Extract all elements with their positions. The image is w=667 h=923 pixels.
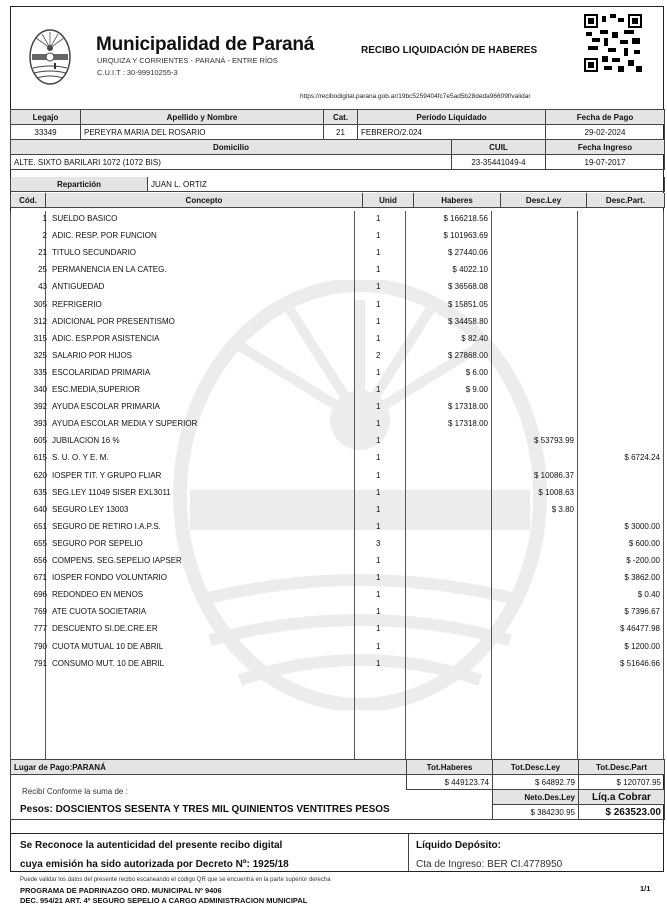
item-concept: REFRIGERIO	[52, 299, 102, 309]
item-code: 1	[42, 214, 47, 223]
item-row	[10, 639, 664, 656]
item-row	[10, 485, 664, 502]
item-row	[10, 433, 664, 450]
item-units: 1	[376, 521, 381, 531]
cuenta-ingreso: Cta de Ingreso: BER CI.4778950	[416, 859, 563, 870]
item-code: 605	[33, 436, 47, 446]
item-code: 777	[33, 624, 47, 634]
item-code: 335	[33, 367, 47, 377]
item-concept: ADIC. ESP.POR ASISTENCIA	[52, 333, 160, 343]
fecha-pago-header: Fecha de Pago	[546, 110, 665, 125]
item-concept: SEGURO POR SEPELIO	[52, 538, 143, 548]
qr-validation-note: Puede validar los datos del presente recibo escaneando el código QR que se encuentra en la parte superior derecha	[20, 877, 331, 883]
item-desc-ley: $ 53793.99	[533, 436, 574, 446]
item-code: 671	[33, 573, 47, 583]
item-units: 1	[376, 573, 381, 583]
item-row	[10, 365, 664, 382]
item-row	[10, 570, 664, 587]
item-units: 1	[376, 316, 381, 326]
item-concept: ANTIGUEDAD	[52, 282, 105, 292]
item-concept: AYUDA ESCOLAR PRIMARIA	[52, 402, 160, 412]
item-desc-part: $ 46477.98	[619, 624, 660, 634]
item-units: 1	[376, 282, 381, 292]
item-desc-ley: $ 3.80	[551, 504, 574, 514]
item-units: 3	[376, 538, 381, 548]
item-haberes: $ 36568.08	[447, 282, 488, 292]
nombre-value: PEREYRA MARIA DEL ROSARIO	[81, 125, 324, 140]
item-code: 25	[38, 265, 47, 275]
item-desc-part: $ 6724.24	[624, 453, 660, 463]
item-code: 640	[33, 504, 47, 514]
item-code: 615	[33, 453, 47, 463]
decreto-seguro-sepelio: DEC. 954/21 ART. 4º SEGURO SEPELIO A CARGO ADMINISTRACION MUNICIPAL	[20, 896, 308, 905]
item-desc-ley: $ 10086.37	[533, 470, 574, 480]
org-address: URQUIZA Y CORRIENTES - PARANÁ - ENTRE RÍOS	[97, 56, 278, 65]
item-code: 315	[33, 333, 47, 343]
tot-haberes-value: $ 449123.74	[407, 775, 493, 790]
domicilio-value: ALTE. SIXTO BARILARI 1072 (1072 BIS)	[11, 155, 452, 170]
org-cuit: C.U.I.T : 30-99910255-3	[97, 68, 178, 77]
item-code: 656	[33, 556, 47, 565]
item-concept: REDONDEO EN MENOS	[52, 590, 144, 600]
item-desc-part: $ 600.00	[628, 538, 660, 548]
item-units: 1	[376, 214, 381, 223]
item-row	[10, 502, 664, 519]
liq-cobrar-header: Líq.a Cobrar	[579, 790, 665, 805]
item-units: 1	[376, 641, 381, 651]
item-haberes: $ 27868.00	[447, 350, 488, 360]
validation-url[interactable]: https://recibodigital.parana.gob.ar/19bc5259404fc7e5ad5b28deda96609f/validar	[300, 93, 531, 100]
item-row	[10, 416, 664, 433]
item-concept: TITULO SECUNDARIO	[52, 248, 137, 258]
item-code: 21	[38, 248, 47, 258]
cuil-value: 23-35441049-4	[452, 155, 546, 170]
tot-desc-ley-header: Tot.Desc.Ley	[493, 760, 579, 775]
recibi-conforme: Recibí Conforme la suma de :	[22, 787, 128, 796]
item-row	[10, 331, 664, 348]
lugar-pago: Lugar de Pago:PARANÁ	[11, 760, 407, 775]
item-units: 1	[376, 299, 381, 309]
item-row	[10, 553, 664, 570]
desc-part-header: Desc.Part.	[587, 193, 665, 208]
item-code: 790	[33, 641, 47, 651]
item-concept: ADICIONAL POR PRESENTISMO	[52, 316, 175, 326]
item-concept: DESCUENTO SI.DE.CRE.ER	[52, 624, 158, 634]
item-concept: ESC.MEDIA,SUPERIOR	[52, 385, 141, 394]
authenticity-line-1: Se Reconoce la autenticidad del presente recibo digital	[20, 840, 283, 851]
item-row	[10, 279, 664, 296]
item-code: 696	[33, 590, 47, 600]
item-row	[10, 245, 664, 262]
item-concept: IOSPER FONDO VOLUNTARIO	[52, 573, 167, 583]
item-concept: JUBILACION 16 %	[52, 436, 120, 446]
neto-value: $ 384230.95	[493, 805, 579, 820]
fecha-ingreso-header: Fecha Ingreso	[546, 140, 665, 155]
cat-header: Cat.	[324, 110, 358, 125]
liquido-deposito-label: Líquido Depósito:	[416, 840, 501, 851]
cod-header: Cód.	[11, 193, 46, 208]
org-name: Municipalidad de Paraná	[96, 34, 315, 55]
item-desc-part: $ 0.40	[637, 590, 660, 600]
items-list	[10, 211, 664, 759]
tot-desc-ley-value: $ 64892.79	[493, 775, 579, 790]
desc-ley-header: Desc.Ley	[501, 193, 587, 208]
legajo-value: 33349	[11, 125, 81, 140]
item-units: 1	[376, 436, 381, 446]
fecha-ingreso-value: 19-07-2017	[546, 155, 665, 170]
item-haberes: $ 15851.05	[447, 299, 488, 309]
nombre-header: Apellido y Nombre	[81, 110, 324, 125]
item-code: 305	[33, 299, 47, 309]
item-units: 1	[376, 607, 381, 617]
item-row	[10, 621, 664, 638]
item-haberes: $ 166218.56	[443, 214, 488, 223]
item-haberes: $ 27440.06	[447, 248, 488, 258]
item-concept: SUELDO BASICO	[52, 214, 118, 223]
item-row	[10, 656, 664, 673]
periodo-value: FEBRERO/2.024	[358, 125, 546, 140]
tot-haberes-header: Tot.Haberes	[407, 760, 493, 775]
item-code: 791	[33, 658, 47, 668]
amount-in-words: Pesos: DOSCIENTOS SESENTA Y TRES MIL QUINIENTOS VENTITRES PESOS	[20, 804, 390, 815]
item-concept: PERMANENCIA EN LA CATEG.	[52, 265, 167, 275]
item-haberes: $ 34458.80	[447, 316, 488, 326]
item-code: 340	[33, 385, 47, 394]
item-units: 1	[376, 402, 381, 412]
item-desc-part: $ 3862.00	[624, 573, 660, 583]
item-code: 2	[42, 231, 47, 241]
liq-cobrar-value: $ 263523.00	[579, 805, 665, 820]
item-concept: SALARIO POR HIJOS	[52, 350, 133, 360]
item-haberes: $ 17318.00	[447, 419, 488, 429]
item-row	[10, 399, 664, 416]
concepto-header: Concepto	[46, 193, 363, 208]
item-units: 1	[376, 556, 381, 565]
item-desc-ley: $ 1008.63	[538, 487, 574, 497]
item-units: 1	[376, 624, 381, 634]
item-row	[10, 228, 664, 245]
coat-of-arms-icon	[28, 28, 72, 86]
item-units: 1	[376, 248, 381, 258]
item-units: 1	[376, 385, 381, 394]
item-code: 620	[33, 470, 47, 480]
item-concept: CUOTA MUTUAL 10 DE ABRIL	[52, 641, 164, 651]
item-haberes: $ 82.40	[461, 333, 488, 343]
item-code: 655	[33, 538, 47, 548]
cuil-header: CUIL	[452, 140, 546, 155]
item-concept: SEGURO LEY 13003	[52, 504, 129, 514]
item-concept: COMPENS. SEG.SEPELIO IAPSER	[52, 556, 182, 565]
legajo-header: Legajo	[11, 110, 81, 125]
unid-header: Unid	[363, 193, 414, 208]
item-haberes: $ 4022.10	[452, 265, 488, 275]
item-concept: ATE CUOTA SOCIETARIA	[52, 607, 147, 617]
item-row	[10, 262, 664, 279]
item-code: 312	[33, 316, 47, 326]
item-units: 1	[376, 333, 381, 343]
authenticity-line-2: cuya emisión ha sido autorizada por Decreto Nº: 1925/18	[20, 859, 289, 870]
programa-padrinazgo: PROGRAMA DE PADRINAZGO ORD. MUNICIPAL Nº 9406	[20, 886, 222, 895]
item-code: 769	[33, 607, 47, 617]
item-row	[10, 314, 664, 331]
item-code: 393	[33, 419, 47, 429]
item-units: 1	[376, 504, 381, 514]
item-desc-part: $ 3000.00	[624, 521, 660, 531]
item-concept: IOSPER TIT. Y GRUPO FLIAR	[52, 470, 162, 480]
items-header-table	[10, 193, 665, 208]
item-concept: ADIC. RESP. POR FUNCION	[52, 231, 157, 241]
tot-desc-part-value: $ 120707.95	[579, 775, 665, 790]
item-row	[10, 536, 664, 553]
employee-info-table	[10, 109, 665, 170]
qr-code-icon[interactable]	[584, 14, 642, 72]
haberes-header: Haberes	[414, 193, 501, 208]
item-units: 2	[376, 350, 381, 360]
item-units: 1	[376, 367, 381, 377]
cat-value: 21	[324, 125, 358, 140]
item-code: 651	[33, 521, 47, 531]
item-code: 325	[33, 350, 47, 360]
item-haberes: $ 101963.69	[443, 231, 488, 241]
item-units: 1	[376, 231, 381, 241]
item-concept: SEG.LEY 11049 SISER EXL3011	[52, 487, 171, 497]
item-row	[10, 519, 664, 536]
reparticion-header: Repartición	[11, 177, 148, 192]
authenticity-divider	[408, 834, 409, 871]
item-code: 635	[33, 487, 47, 497]
periodo-header: Período Liquidado	[358, 110, 546, 125]
item-desc-part: $ 7396.67	[624, 607, 660, 617]
item-desc-part: $ 1200.00	[624, 641, 660, 651]
item-row	[10, 382, 664, 399]
item-concept: SEGURO DE RETIRO I.A.P.S.	[52, 521, 161, 531]
item-concept: CONSUMO MUT. 10 DE ABRIL	[52, 658, 165, 668]
document-title: RECIBO LIQUIDACIÓN DE HABERES	[361, 45, 538, 56]
item-row	[10, 468, 664, 485]
item-row	[10, 297, 664, 314]
reparticion-value: JUAN L. ORTIZ	[148, 177, 665, 192]
item-concept: AYUDA ESCOLAR MEDIA Y SUPERIOR	[52, 419, 198, 429]
item-units: 1	[376, 487, 381, 497]
item-units: 1	[376, 470, 381, 480]
reparticion-table	[10, 177, 665, 192]
item-code: 43	[38, 282, 47, 292]
item-units: 1	[376, 419, 381, 429]
item-row	[10, 587, 664, 604]
item-units: 1	[376, 658, 381, 668]
neto-header: Neto.Des.Ley	[493, 790, 579, 805]
item-desc-part: $ 51646.66	[619, 658, 660, 668]
item-row	[10, 348, 664, 365]
item-desc-part: $ -200.00	[626, 556, 660, 565]
item-row	[10, 604, 664, 621]
item-concept: ESCOLARIDAD PRIMARIA	[52, 367, 151, 377]
item-units: 1	[376, 453, 381, 463]
item-row	[10, 450, 664, 467]
page-number: 1/1	[640, 884, 651, 893]
tot-desc-part-header: Tot.Desc.Part	[579, 760, 665, 775]
item-units: 1	[376, 590, 381, 600]
item-row	[10, 211, 664, 228]
item-haberes: $ 17318.00	[447, 402, 488, 412]
item-units: 1	[376, 265, 381, 275]
item-haberes: $ 9.00	[465, 385, 488, 394]
domicilio-header: Domicilio	[11, 140, 452, 155]
item-haberes: $ 6.00	[465, 367, 488, 377]
item-concept: S. U. O. Y E. M.	[52, 453, 109, 463]
item-code: 392	[33, 402, 47, 412]
fecha-pago-value: 29-02-2024	[546, 125, 665, 140]
